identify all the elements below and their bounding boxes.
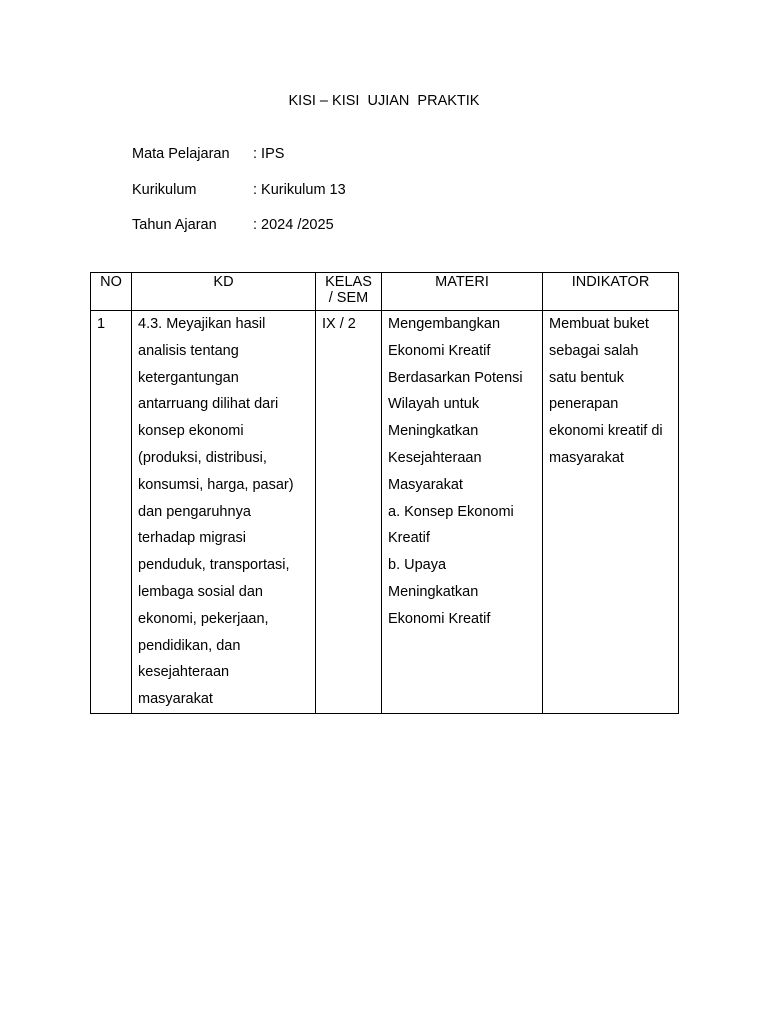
- cell-text-line: Kesejahteraan: [388, 449, 482, 466]
- header-kelas-sem: [316, 273, 382, 311]
- header-no: NO: [91, 273, 132, 311]
- cell-indikator: [543, 311, 679, 714]
- cell-text-line: 4.3. Meyajikan hasil: [138, 316, 266, 332]
- cell-kd: [132, 311, 316, 714]
- cell-text-line: konsumsi, harga, pasar): [138, 476, 294, 493]
- header-sem-line: / SEM: [328, 290, 369, 306]
- meta-label: Tahun Ajaran: [132, 217, 217, 233]
- cell-text-line: masyarakat: [138, 691, 213, 708]
- cell-text-line: Meningkatkan: [388, 583, 479, 600]
- header-kelas-line: KELAS: [325, 274, 372, 290]
- meta-value: : IPS: [253, 146, 285, 162]
- cell-text-line: pendidikan, dan: [138, 637, 241, 654]
- cell-text-line: Kreatif: [388, 530, 430, 547]
- cell-no: 1: [91, 311, 132, 714]
- cell-text-line: Ekonomi Kreatif: [388, 610, 491, 627]
- table-header-row: [91, 273, 679, 311]
- header-indikator: INDIKATOR: [543, 273, 679, 311]
- cell-text-line: masyarakat: [549, 449, 624, 466]
- cell-text-line: antarruang dilihat dari: [138, 396, 279, 413]
- cell-materi: [382, 311, 543, 714]
- cell-text-line: Masyarakat: [388, 476, 463, 493]
- cell-text-line: konsep ekonomi: [138, 423, 244, 440]
- meta-label: Kurikulum: [132, 182, 197, 198]
- cell-text-line: Ekonomi Kreatif: [388, 342, 491, 359]
- cell-text-line: penduduk, transportasi,: [138, 557, 290, 574]
- header-materi: MATERI: [382, 273, 543, 311]
- header-kd: KD: [132, 273, 316, 311]
- cell-text-line: ekonomi, pekerjaan,: [138, 610, 269, 627]
- cell-text-line: Wilayah untuk: [388, 396, 480, 413]
- meta-value: : Kurikulum 13: [253, 182, 346, 198]
- cell-text-line: a. Konsep Ekonomi: [388, 503, 514, 520]
- cell-text-line: Meningkatkan: [388, 423, 479, 440]
- meta-label: Mata Pelajaran: [132, 146, 230, 162]
- document-title: KISI – KISI UJIAN PRAKTIK: [288, 93, 480, 109]
- cell-text-line: b. Upaya: [388, 557, 447, 574]
- cell-text-line: ketergantungan: [138, 369, 239, 386]
- cell-text-line: penerapan: [549, 396, 619, 413]
- cell-text-line: satu bentuk: [549, 369, 624, 386]
- cell-kelas: IX / 2: [316, 311, 382, 714]
- table-row: [91, 311, 679, 714]
- cell-text-line: terhadap migrasi: [138, 530, 246, 547]
- cell-text-line: ekonomi kreatif di: [549, 423, 663, 440]
- cell-text-line: kesejahteraan: [138, 664, 230, 681]
- cell-text-line: Berdasarkan Potensi: [388, 369, 523, 386]
- cell-text-line: Mengembangkan: [388, 316, 501, 332]
- cell-text-line: lembaga sosial dan: [138, 583, 263, 600]
- cell-text-line: (produksi, distribusi,: [138, 449, 267, 466]
- meta-value: : 2024 /2025: [253, 217, 334, 233]
- cell-text-line: Membuat buket: [549, 316, 649, 332]
- kisi-table: [90, 272, 679, 714]
- cell-text-line: analisis tentang: [138, 342, 239, 359]
- cell-text-line: dan pengaruhnya: [138, 503, 251, 520]
- cell-text-line: sebagai salah: [549, 342, 639, 359]
